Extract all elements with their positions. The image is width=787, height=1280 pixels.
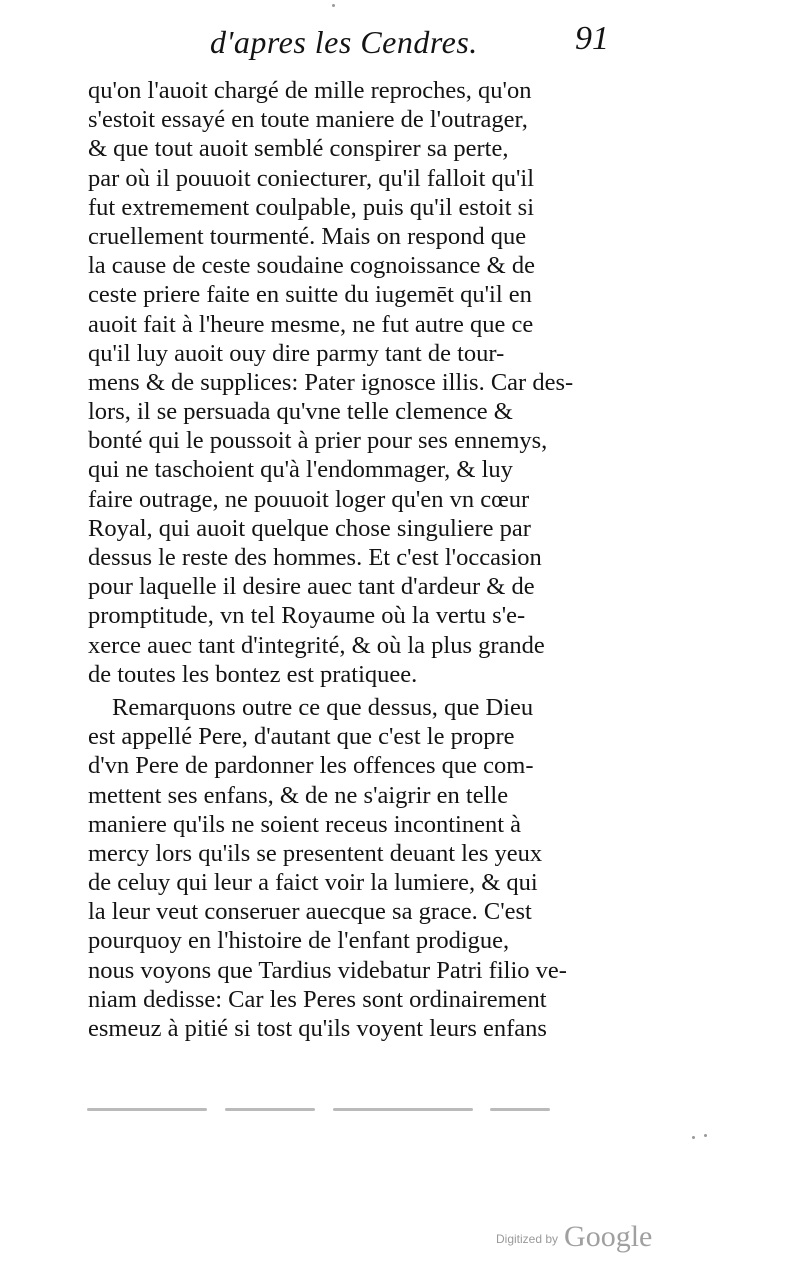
ink-speck <box>332 4 335 7</box>
text-line: d'vn Pere de pardonner les offences que com- <box>88 752 534 780</box>
text-line: pour laquelle il desire auec tant d'ardeur & de <box>88 573 535 601</box>
ink-speck <box>692 1136 695 1139</box>
text-line: promptitude, vn tel Royaume où la vertu s'e- <box>88 602 526 630</box>
text-line: nous voyons que Tardius videbatur Patri filio ve- <box>88 956 567 984</box>
text-line: xerce auec tant d'integrité, & où la plus grande <box>88 631 545 659</box>
text-line: & que tout auoit semblé conspirer sa perte, <box>88 135 509 163</box>
text-line: est appellé Pere, d'autant que c'est le propre <box>88 723 515 751</box>
text-line: qu'on l'auoit chargé de mille reproches, qu'on <box>88 77 532 104</box>
text-line: de toutes les bontez est pratiquee. <box>88 660 418 688</box>
text-line: ceste priere faite en suitte du iugemēt qu'il en <box>88 281 532 309</box>
text-line: pourquoy en l'histoire de l'enfant prodigue, <box>88 927 510 955</box>
text-line: mercy lors qu'ils se presentent deuant les yeux <box>88 839 543 867</box>
cropped-line-remnant <box>75 1102 715 1118</box>
watermark-google-logo: Google <box>564 1220 653 1253</box>
text-line: mettent ses enfans, & de ne s'aigrir en telle <box>88 781 509 809</box>
text-line: la cause de ceste soudaine cognoissance & de <box>88 252 535 280</box>
text-line: fut extremement coulpable, puis qu'il estoit si <box>88 193 535 221</box>
text-line: auoit fait à l'heure mesme, ne fut autre que ce <box>88 310 534 338</box>
running-header <box>210 20 610 68</box>
text-line: qui ne taschoient qu'à l'endommager, & luy <box>88 456 513 484</box>
text-line: mens & de supplices: Pater ignosce illis. Car des- <box>88 368 574 396</box>
text-line: de celuy qui leur a faict voir la lumiere, & qui <box>88 869 538 897</box>
text-line: s'estoit essayé en toute maniere de l'outrager, <box>88 106 528 134</box>
text-line: niam dedisse: Car les Peres sont ordinairement <box>88 985 547 1013</box>
ink-speck <box>704 1134 707 1137</box>
text-line: qu'il luy auoit ouy dire parmy tant de tour- <box>88 339 505 367</box>
text-line: dessus le reste des hommes. Et c'est l'occasion <box>88 544 542 571</box>
running-title: d'apres les Cendres. <box>210 24 478 60</box>
text-line: faire outrage, ne pouuoit loger qu'en vn cœur <box>88 485 530 513</box>
text-line: bonté qui le poussoit à prier pour ses ennemys, <box>88 427 548 455</box>
digitized-watermark <box>496 1214 652 1254</box>
text-line: esmeuz à pitié si tost qu'ils voyent leurs enfans <box>88 1015 547 1042</box>
text-line: Royal, qui auoit quelque chose singuliere par <box>88 514 531 542</box>
page-number: 91 <box>575 20 609 57</box>
body-text <box>88 76 608 1043</box>
text-line: maniere qu'ils ne soient receus incontinent à <box>88 810 522 838</box>
text-line: lors, il se persuada qu'vne telle clemence & <box>88 398 513 426</box>
text-line: par où il pouuoit coniecturer, qu'il falloit qu'il <box>88 164 535 192</box>
watermark-digitized-label: Digitized by <box>496 1232 559 1246</box>
text-line: Remarquons outre ce que dessus, que Dieu <box>112 693 534 721</box>
text-line: cruellement tourmenté. Mais on respond que <box>88 222 527 250</box>
text-line: la leur veut conseruer auecque sa grace. C'est <box>88 898 532 926</box>
